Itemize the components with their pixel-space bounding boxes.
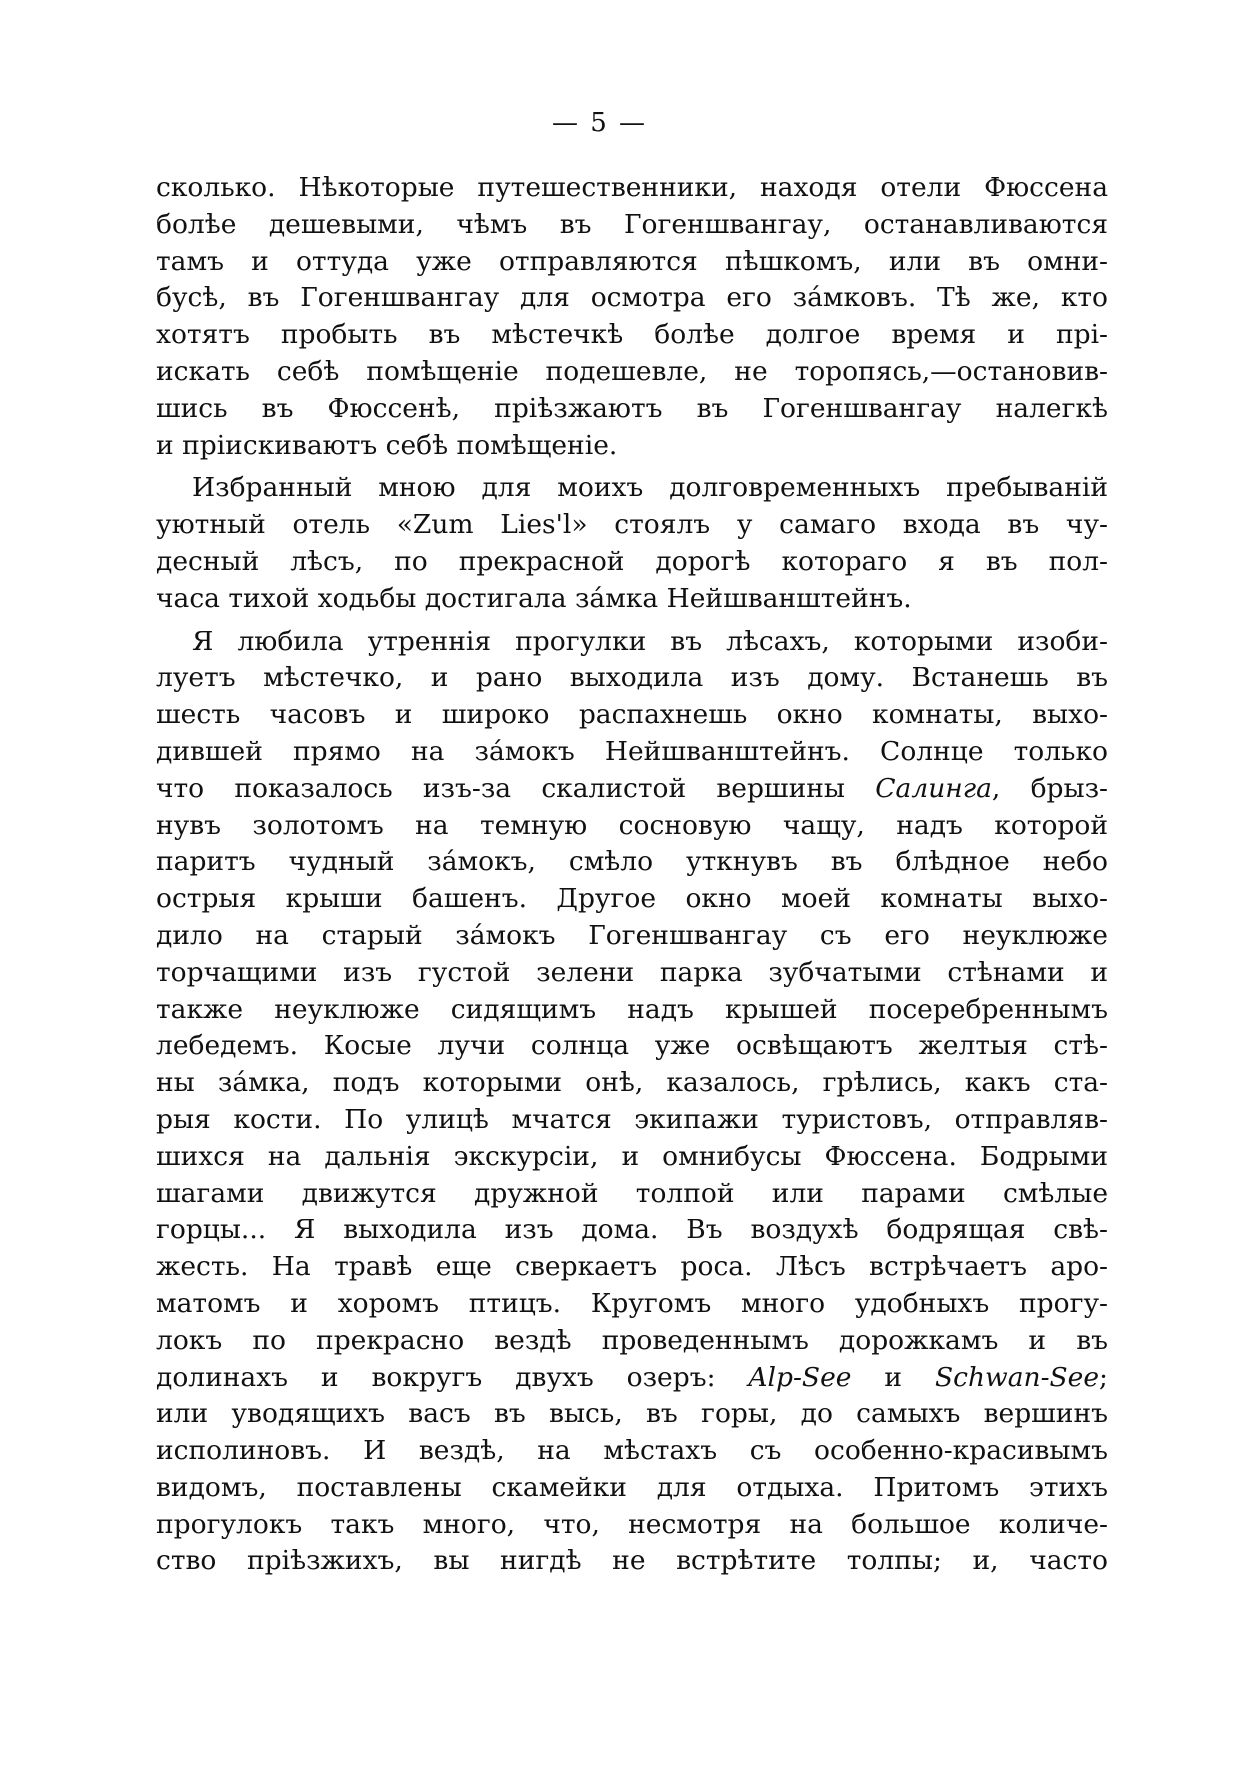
text-line: и пріискиваютъ себѣ помѣщеніе.	[156, 429, 618, 461]
text-line: видомъ, поставлены скамейки для отдыха. Притомъ этихъ	[156, 1471, 1108, 1503]
text-line: дившей прямо на зáмокъ Нейшванштейнъ. Солнце только	[156, 735, 1108, 767]
page-number: — 5 —	[551, 108, 648, 138]
text-line: лебедемъ. Косые лучи солнца уже освѣщаютъ желтыя стѣ-	[156, 1030, 1108, 1062]
text-line: шесть часовъ и широко распахнешь окно комнаты, выхо-	[156, 699, 1108, 731]
text-line: часа тихой ходьбы достигала зáмка Нейшванштейнъ.	[156, 582, 912, 614]
text-line: сколько. Нѣкоторые путешественники, находя отели Фюссена	[156, 172, 1108, 203]
text-line: паритъ чудный зáмокъ, смѣло уткнувъ въ блѣдное небо	[156, 846, 1108, 878]
text-line: искать себѣ помѣщеніе подешевле, не торопясь,—остановив-	[156, 355, 1108, 387]
italic-place-name: Салинга	[875, 772, 992, 804]
italic-lake-name: Schwan-See	[934, 1361, 1100, 1393]
text-line: бусѣ, въ Гогеншвангау для осмотра его зáмковъ. Тѣ же, кто	[156, 282, 1108, 314]
text-line: матомъ и хоромъ птицъ. Кругомъ много удобныхъ прогу-	[156, 1287, 1108, 1319]
text-line: прогулокъ такъ много, что, несмотря на большое количе-	[156, 1508, 1108, 1540]
text-line: горцы... Я выходила изъ дома. Въ воздухѣ бодрящая свѣ-	[156, 1214, 1108, 1246]
text-line: десный лѣсъ, по прекрасной дорогѣ котораго я въ пол-	[156, 545, 1108, 577]
text-line: луетъ мѣстечко, и рано выходила изъ дому. Встанешь въ	[156, 662, 1108, 694]
text-segment: и	[884, 1361, 903, 1393]
text-segment: долинахъ и вокругъ двухъ озеръ:	[156, 1361, 716, 1393]
text-line: дило на старый зáмокъ Гогеншвангау съ его неуклюже	[156, 919, 1108, 951]
text-line: или уводящихъ васъ въ высь, въ горы, до самыхъ вершинъ	[156, 1398, 1108, 1430]
text-line: нувъ золотомъ на темную сосновую чащу, надъ которой	[156, 809, 1108, 841]
text-line	[156, 771, 1108, 808]
text-line: ство пріѣзжихъ, вы нигдѣ не встрѣтите толпы; и, часто	[156, 1545, 1108, 1577]
text-line: болѣе дешевыми, чѣмъ въ Гогеншвангау, останавливаются	[156, 208, 1108, 240]
body-text	[156, 170, 1108, 1580]
text-line: острыя крыши башенъ. Другое окно моей комнаты выхо-	[156, 883, 1108, 915]
text-line	[156, 1360, 1108, 1397]
text-line: уютный отель «Zum Lies'l» стоялъ у самаго входа въ чу-	[156, 509, 1108, 541]
text-line: торчащими изъ густой зелени парка зубчатыми стѣнами и	[156, 956, 1108, 988]
text-line: шись въ Фюссенѣ, пріѣзжаютъ въ Гогеншвангау налегкѣ	[156, 392, 1108, 424]
text-segment: ;	[1099, 1361, 1108, 1393]
text-segment: , брыз-	[991, 772, 1108, 804]
text-line: Избранный мною для моихъ долговременныхъ пребываній	[192, 472, 1108, 504]
text-line: Я любила утреннія прогулки въ лѣсахъ, которыми изоби-	[192, 625, 1108, 657]
text-segment: что показалось изъ-за скалистой вершины	[156, 772, 845, 804]
text-line: шагами движутся дружной толпой или парами смѣлые	[156, 1177, 1108, 1209]
text-line: тамъ и оттуда уже отправляются пѣшкомъ, или въ омни-	[156, 245, 1108, 277]
text-line: исполиновъ. И вездѣ, на мѣстахъ съ особенно-красивымъ	[156, 1435, 1108, 1467]
text-line: хотятъ пробыть въ мѣстечкѣ болѣе долгое время и прі-	[156, 319, 1108, 351]
text-line: также неуклюже сидящимъ надъ крышей посеребреннымъ	[156, 993, 1108, 1025]
text-line: рыя кости. По улицѣ мчатся экипажи туристовъ, отправляв-	[156, 1103, 1108, 1135]
text-line: ны зáмка, подъ которыми онѣ, казалось, грѣлись, какъ ста-	[156, 1067, 1108, 1099]
text-line: шихся на дальнія экскурсіи, и омнибусы Фюссена. Бодрыми	[156, 1140, 1108, 1172]
italic-lake-name: Alp-See	[748, 1361, 852, 1393]
text-line: локъ по прекрасно вездѣ проведеннымъ дорожкамъ и въ	[156, 1324, 1108, 1356]
text-line: жесть. На травѣ еще сверкаетъ роса. Лѣсъ встрѣчаетъ аро-	[156, 1251, 1108, 1283]
